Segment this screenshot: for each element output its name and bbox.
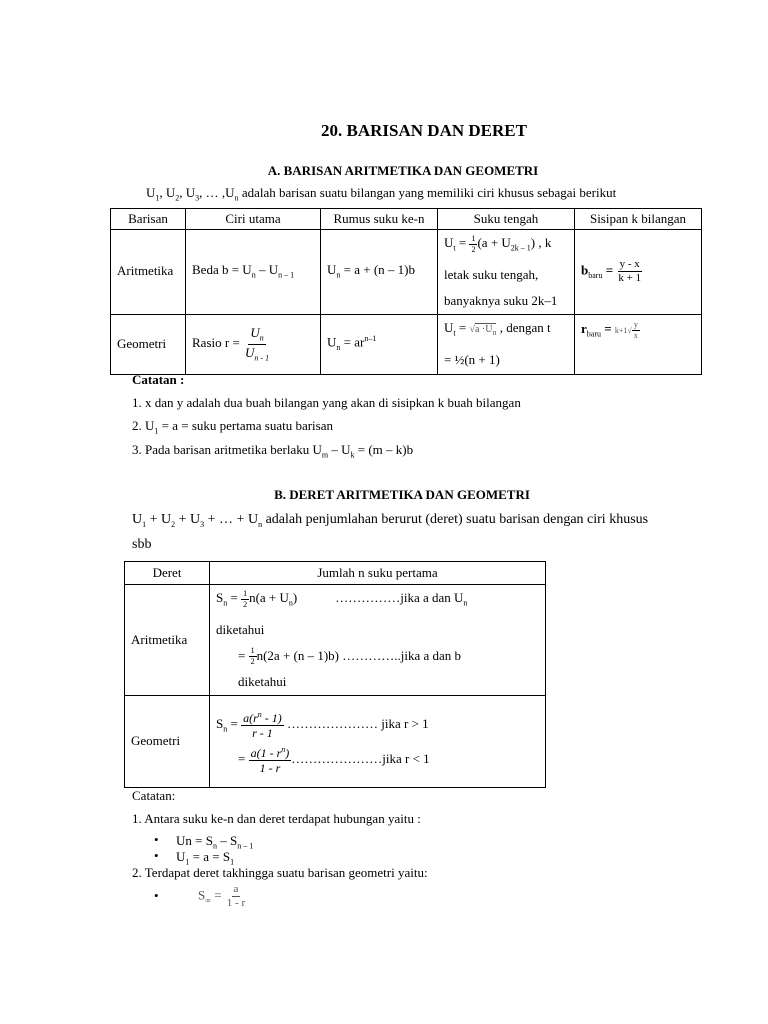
bullet-icon: • — [154, 848, 159, 863]
section-b-intro: $U_1 + U_2 + U_3$ + … + $U_n$ adalah penjumlahan berurut (deret) suatu barisan dengan ciri khusus — [132, 512, 649, 529]
table-row-aritmetika — [111, 230, 702, 315]
bullet-icon: • — [154, 888, 159, 903]
cell-geometri-rumus: $U_n = ar^{n-1}$ — [321, 314, 438, 374]
header-sisipan: Sisipan k bilangan — [575, 209, 702, 230]
page-title: 20. BARISAN DAN DERET — [321, 121, 527, 140]
cell-geometri-name: Geometri — [111, 314, 186, 374]
cell-geometri-tengah: $U_t = √a \cdot U_n$ , dengan t = ½(n + 1) — [438, 314, 575, 374]
catatan-b-label: Catatan: — [132, 788, 176, 803]
table-row-deret-geometri — [125, 696, 546, 788]
sqrt-formula: $√a \cdot U_n$ — [469, 324, 497, 338]
header-barisan: Barisan — [111, 209, 186, 230]
bullet-item-1: $Un = S_n - S_{n - 1}$ — [176, 833, 254, 851]
cell-aritmetika-tengah: $U_t$ = $\frac{1}{2}$ $(a + U_{2k - 1})$ , k letak suku tengah, banyaknya suku 2k–1 — [438, 230, 575, 315]
note-a-3: 3. Pada barisan aritmetika berlaku $U_m - U_k = (m - k)b$ — [132, 442, 414, 460]
half-fraction: $\frac{1}{2}$ — [471, 233, 476, 254]
cell-aritmetika-ciri: Beda $b = U_n - U_{n - 1}$ — [186, 230, 321, 315]
header-rumus: Rumus suku ke-n — [321, 209, 438, 230]
cell-aritmetika-name: Aritmetika — [111, 230, 186, 315]
table-row-deret-aritmetika — [125, 585, 546, 696]
barisan-table — [110, 208, 702, 375]
header-ciri-utama: Ciri utama — [186, 209, 321, 230]
deret-table — [124, 561, 546, 788]
section-a-heading: A. BARISAN ARITMETIKA DAN GEOMETRI — [267, 163, 539, 178]
section-b-heading: B. DERET ARITMETIKA DAN GEOMETRI — [274, 487, 530, 502]
cell-deret-aritmetika-name: Aritmetika — [125, 585, 210, 696]
header-deret: Deret — [125, 562, 210, 585]
section-a-intro: $U_1$, $U_2$, $U_3$, … $,U_n$ adalah barisan suatu bilangan yang memiliki ciri khusus sebagai berikut — [146, 185, 617, 203]
catatan-a-label: Catatan : — [132, 372, 185, 387]
rasio-fraction: $\frac{U_n}{U_{n - 1}}$ — [245, 325, 270, 363]
cell-deret-geometri-formula: $S_n$ = $\frac{a(r^n - 1)}{r - 1}$ ………………… jika r > 1 = $\frac{a(1 - r^n)}{1 - r}$ …………………jika r < 1 — [210, 696, 546, 788]
note-a-2: 2. $U_1 = a$ = suku pertama suatu barisan — [132, 418, 333, 436]
header-suku-tengah: Suku tengah — [438, 209, 575, 230]
bullet-item-2: $U_1 = a = S_1$ — [176, 849, 235, 867]
note-b-2: 2. Terdapat deret takhingga suatu barisan geometri yaitu: — [132, 865, 428, 880]
infinite-sum-formula: $S_\infty$ = $\frac{a}{1 - r}$ — [198, 883, 246, 909]
cell-geometri-sisipan: $r_{baru} = k+1√$ $\frac{y}{x}$ — [575, 314, 702, 374]
cell-aritmetika-sisipan: $b_{baru}$ = $\frac{y - x}{k + 1}$ — [575, 230, 702, 315]
header-jumlah: Jumlah n suku pertama — [210, 562, 546, 585]
sisipan-fraction: $\frac{y - x}{k + 1}$ — [618, 258, 642, 285]
root-formula: k+1√ $\frac{y}{x}$ — [614, 320, 638, 341]
cell-deret-geometri-name: Geometri — [125, 696, 210, 788]
cell-geometri-ciri: Rasio r = $\frac{U_n}{U_{n - 1}}$ — [186, 314, 321, 374]
cell-deret-aritmetika-formula: $S_n$ = $\frac{1}{2}$ $n(a + U_n)$ ……………jika a dan $U_n$ diketahui = $\frac{1}{2}$ n(2a + (n – 1)b) …………..jika a dan b diketahui — [210, 585, 546, 696]
note-b-1: 1. Antara suku ke-n dan deret terdapat hubungan yaitu : — [132, 811, 421, 826]
note-a-1: 1. x dan y adalah dua buah bilangan yang akan di sisipkan k buah bilangan — [132, 395, 521, 410]
table-row-geometri — [111, 314, 702, 374]
bullet-icon: • — [154, 832, 159, 847]
cell-aritmetika-rumus: $U_n = a + (n - 1)b$ — [321, 230, 438, 315]
section-b-intro-2: sbb — [132, 537, 152, 552]
